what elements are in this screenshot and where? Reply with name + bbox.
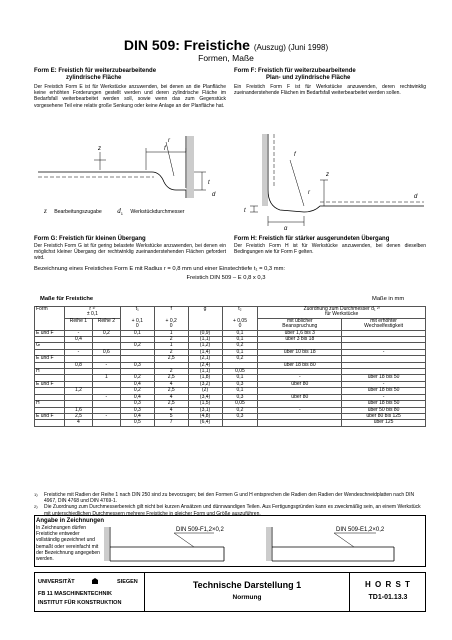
table-cell (92, 420, 120, 426)
table-heading: Maße für Freistiche (40, 296, 94, 302)
table-cell: 4 (154, 381, 188, 387)
form-e-drawing (34, 130, 230, 200)
table-cell: 2,5 (154, 375, 188, 381)
footnotes (34, 492, 426, 517)
title-suffix: (Auszug) (Juni 1998) (253, 43, 329, 52)
table-cell: (1,5) (188, 401, 222, 407)
drawing-e-f-label: f (164, 146, 166, 152)
table-cell: (1,2) (188, 343, 222, 349)
th-ueblich1: mit üblicher (258, 318, 342, 324)
table-cell: 1,6 (64, 407, 92, 413)
table-cell: 0,8 (64, 362, 92, 368)
th-t1: t₁ (120, 307, 154, 313)
th-t1-tol2: 0 (120, 324, 154, 330)
table-cell: 5 (154, 413, 188, 419)
drawing-e-d1-label: d (212, 192, 216, 198)
table-cell: 1 (154, 343, 188, 349)
table-cell (222, 420, 258, 426)
table-cell: (3,4) (188, 394, 222, 400)
table-cell: 4 (154, 407, 188, 413)
table-cell: H (35, 401, 65, 407)
th-f: f (154, 307, 188, 313)
drawing-f-d1-label: d (414, 194, 418, 200)
table-cell: über 18 bis 50 (342, 388, 426, 394)
table-cell: E und F (35, 330, 65, 336)
table-cell: - (64, 349, 92, 355)
table-cell: (1,1) (188, 337, 222, 343)
footer-code (350, 573, 426, 611)
footer-inst: INSTITUT FÜR KONSTRUKTION (38, 600, 122, 606)
table-cell: (3,2) (188, 381, 222, 387)
table-body (35, 330, 426, 426)
table-cell: (6,4) (188, 420, 222, 426)
footer-course (145, 573, 350, 611)
table-cell: 0,1 (222, 349, 258, 355)
table-cell: (0,9) (188, 330, 222, 336)
form-e-heading-line1: Form E: Freistich für weiterzubearbeitende (34, 68, 157, 74)
title-main: DIN 509: Freistiche (123, 37, 250, 53)
th-erhoeht2: Wechselfestigkeit (342, 324, 426, 330)
page-title (0, 37, 452, 53)
drawing-spec-text: In Zeichnungen dürfen Freistiche entweder vollständig gezeichnet und bemaßt oder vereinfacht mit der Bezeichnung angegeben werden. (36, 525, 100, 563)
footer (34, 572, 426, 612)
table-cell: 0,4 (120, 413, 154, 419)
table-cell: 0,2 (120, 343, 154, 349)
th-t2-tol1: + 0,05 (222, 318, 258, 324)
drawing-f-t1-label: t (244, 208, 246, 214)
university-logo-icon (91, 577, 99, 585)
table-cell: - (342, 394, 426, 400)
footer-institution (35, 573, 145, 611)
form-g-text: Der Freistich Form G ist für gering belastete Werkstücke anzuwenden, bei denen ein möglichst kleiner Übergang der rechtwinklig zueinanderstehenden Flächen gefordert wird. (34, 243, 226, 262)
table-cell: - (92, 362, 120, 368)
table-cell: 0,3 (120, 407, 154, 413)
th-t1-tol1: + 0,1 (120, 318, 154, 324)
drawing-f-z-label: z (326, 172, 329, 178)
th-f-tol1: + 0,2 (154, 318, 188, 324)
form-f-heading (234, 68, 426, 82)
table-cell: 1,2 (64, 388, 92, 394)
table-cell: 0,05 (222, 401, 258, 407)
table-cell: 1 (154, 330, 188, 336)
table-cell: 0,1 (120, 330, 154, 336)
table-cell: über 18 bis 50 (342, 401, 426, 407)
drawing-spec-label1: DIN 509-F1,2×0,2 (176, 527, 224, 533)
drawing-e-z-label: z (98, 146, 101, 152)
table-cell: 2,5 (154, 401, 188, 407)
dimensions-table (34, 306, 426, 427)
table-cell: 0,3 (222, 394, 258, 400)
th-r-tol: ± 0,1 (64, 312, 120, 318)
drawing-spec-heading: Angabe in Zeichnungen (36, 518, 105, 524)
footer-uni: UNIVERSITÄT (38, 579, 75, 585)
table-cell: 0,3 (222, 381, 258, 387)
table-cell: über 3 bis 18 (258, 337, 342, 343)
table-cell: 4 (64, 420, 92, 426)
table-cell: 2 (154, 369, 188, 375)
legend-d1-label: Werkstückdurchmesser (130, 209, 185, 215)
table-cell: 0,5 (120, 420, 154, 426)
table-row (35, 420, 426, 426)
table-cell: E und F (35, 413, 65, 419)
table-cell: über 125 (342, 420, 426, 426)
table-cell: 0,3 (120, 401, 154, 407)
table-unit: Maße in mm (372, 296, 405, 302)
drawing-e-t1-label: t (208, 180, 210, 186)
table-cell: über 1,6 bis 3 (258, 330, 342, 336)
form-f-text: Ein Freistich Form F ist für Werkstücke anzuwenden, deren rechtwinklig zueinanderstehende Flächen im Bedarfsfall weiterbearbeitet werden sollen. (234, 84, 426, 97)
table-cell: über 10 bis 18 (258, 349, 342, 355)
table-cell: 0,2 (222, 343, 258, 349)
table-cell: E und F (35, 356, 65, 362)
table-cell: (1,1) (188, 369, 222, 375)
table-cell (35, 420, 65, 426)
th-t2: t₂ (222, 307, 258, 313)
th-reihe2: Reihe 2 (92, 318, 120, 324)
table-cell: - (342, 381, 426, 387)
drawing-f-r-label: r (308, 190, 310, 196)
table-cell: 0,1 (222, 330, 258, 336)
form-f-heading-line2: Plan- und zylindrische Fläche (266, 75, 351, 81)
table-cell: - (342, 349, 426, 355)
table-cell: 0,2 (222, 407, 258, 413)
table-cell: 2,5 (64, 413, 92, 419)
table-cell: 0,1 (222, 388, 258, 394)
footer-doc-code: TD1-01.13.3 (368, 594, 408, 601)
table-cell: 0,4 (120, 381, 154, 387)
table-cell (258, 420, 342, 426)
table-cell: 4 (154, 394, 188, 400)
form-h-text: Der Freistich Form H ist für Werkstücke anzuwenden, bei denen dieselben Bedingungen wie für Form F gelten. (234, 243, 426, 256)
table-cell: (2,1) (188, 356, 222, 362)
form-e-heading-line2: zylindrische Fläche (66, 75, 122, 81)
table-cell: 0,1 (222, 375, 258, 381)
table-cell: 0,05 (222, 369, 258, 375)
table-cell: - (258, 407, 342, 413)
designation-line1: Bezeichnung eines Freistiches Form E mit Radius r = 0,8 mm und einer Einstechtiefe t₁ = 0,3 mm: (34, 266, 286, 272)
table-cell: 0,1 (222, 337, 258, 343)
drawing-e-r-label: r (168, 138, 170, 144)
footnote-1-mark: 1) (34, 492, 38, 497)
th-r: r ¹⁾ (64, 307, 120, 313)
footnote-2-mark: 2) (34, 504, 38, 510)
table-cell: H (35, 369, 65, 375)
th-zuord2: für Werkstücke (258, 312, 426, 318)
table-cell: über 50 bis 80 (342, 407, 426, 413)
table-cell: 2,5 (154, 356, 188, 362)
th-f-tol2: 0 (154, 324, 188, 330)
table-cell: (1,4) (188, 349, 222, 355)
table-cell: (4,8) (188, 413, 222, 419)
footer-author: H O R S T (365, 580, 411, 589)
drawing-f-f-label: f (294, 152, 296, 158)
legend (44, 207, 185, 216)
table-cell: über 18 bis 50 (342, 375, 426, 381)
table-cell: 2 (154, 349, 188, 355)
table-cell: über 80 (258, 394, 342, 400)
footer-course-title: Technische Darstellung 1 (192, 580, 302, 590)
page-subtitle: Formen, Maße (198, 53, 254, 63)
table-cell: G (35, 343, 65, 349)
table-cell: - (64, 330, 92, 336)
footer-city: SIEGEN (117, 579, 138, 585)
th-erhoeht1: mit erhöhter (342, 318, 426, 324)
legend-z-symbol: z (44, 207, 47, 215)
table-cell: 0,2 (120, 388, 154, 394)
footnote-2-text: Die Zuordnung zum Durchmesserbereich gilt nicht bei kurzen Ansätzen und dünnwandigen Teilen. Aus Fertigungsgründen kann es zweckmäßig sein, an einem Werkstück mit unterschiedlichen Durchmessern mehrere Freistiche in gleicher Form und Größe auszuführen. (44, 504, 421, 517)
table-cell: - (92, 413, 120, 419)
drawing-spec-label2: DIN 509-E1,2×0,2 (336, 527, 385, 533)
th-form: Form (35, 307, 65, 313)
th-reihe1: Reihe 1 (64, 318, 92, 324)
table-cell: 0,2 (92, 330, 120, 336)
th-ueblich2: Beanspruchung (258, 324, 342, 330)
form-h-heading: Form H: Freistich für stärker ausgerundeten Übergang (234, 236, 390, 242)
legend-d1-symbol: d (117, 207, 121, 215)
table-cell: - (258, 375, 342, 381)
table-cell: (2,4) (188, 362, 222, 368)
footnote-1 (34, 492, 426, 504)
th-g: g (188, 307, 222, 313)
table-cell: E und F (35, 381, 65, 387)
footer-topic: Normung (232, 594, 262, 601)
table-cell: 2 (154, 337, 188, 343)
table-cell: 0,2 (222, 356, 258, 362)
form-e-heading (34, 68, 224, 82)
th-zuord: Zuordnung zum Durchmesser d₁ ²⁾ (258, 307, 426, 313)
table-cell: (2) (188, 388, 222, 394)
table-cell: 0,6 (92, 349, 120, 355)
table-cell: 0,3 (222, 413, 258, 419)
table-cell: 1 (92, 375, 120, 381)
table-cell: 2,5 (154, 388, 188, 394)
table-cell: 0,4 (64, 337, 92, 343)
table-cell: über 80 (258, 381, 342, 387)
table-cell: (3,1) (188, 407, 222, 413)
legend-z-label: Bearbeitungszugabe (54, 209, 102, 215)
table-cell: 0,2 (120, 375, 154, 381)
form-f-drawing (234, 130, 430, 230)
table-cell: über 80 bis 125 (342, 413, 426, 419)
form-e-text: Der Freistich Form E ist für Werkstücke anzuwenden, bei denen an die Planfläche keine erhöhten Forderungen gestellt werden und deren zylindrische Fläche im Bedarfsfall weiterbearbeitet werden soll, sowie wenn das zum Gegenstück vorgesehene Teil eine relativ große Senkung oder keine Anlage an der Planfläche hat. (34, 84, 226, 109)
th-t2-tol2: 0 (222, 324, 258, 330)
legend-d1-sub: 1 (120, 211, 123, 217)
form-g-heading: Form G: Freistich für kleinen Übergang (34, 236, 146, 242)
form-f-heading-line1: Form F: Freistich für weiterzubearbeitende (234, 68, 356, 74)
footnote-1-text: Freistiche mit Radien der Reihe 1 nach DIN 250 sind zu bevorzugen; bei den Formen G und H entsprechen die Radien den Radien der Wendeschneidplatten nach DIN 4967, DIN 4768 und DIN 4769-1. (44, 492, 415, 505)
table-cell: über 18 bis 80 (258, 362, 342, 368)
designation-line2: Freistich DIN 509 – E 0,8 x 0,3 (186, 275, 266, 281)
table-cell: 0,4 (120, 394, 154, 400)
table-cell: (1,8) (188, 375, 222, 381)
drawing-spec-figures (104, 517, 424, 565)
table-cell: - (92, 394, 120, 400)
drawing-f-g-label: g (284, 226, 288, 230)
table-cell: 0,3 (120, 362, 154, 368)
footer-fb: FB 11 MASCHINENTECHNIK (38, 591, 112, 597)
table-cell: 7 (154, 420, 188, 426)
